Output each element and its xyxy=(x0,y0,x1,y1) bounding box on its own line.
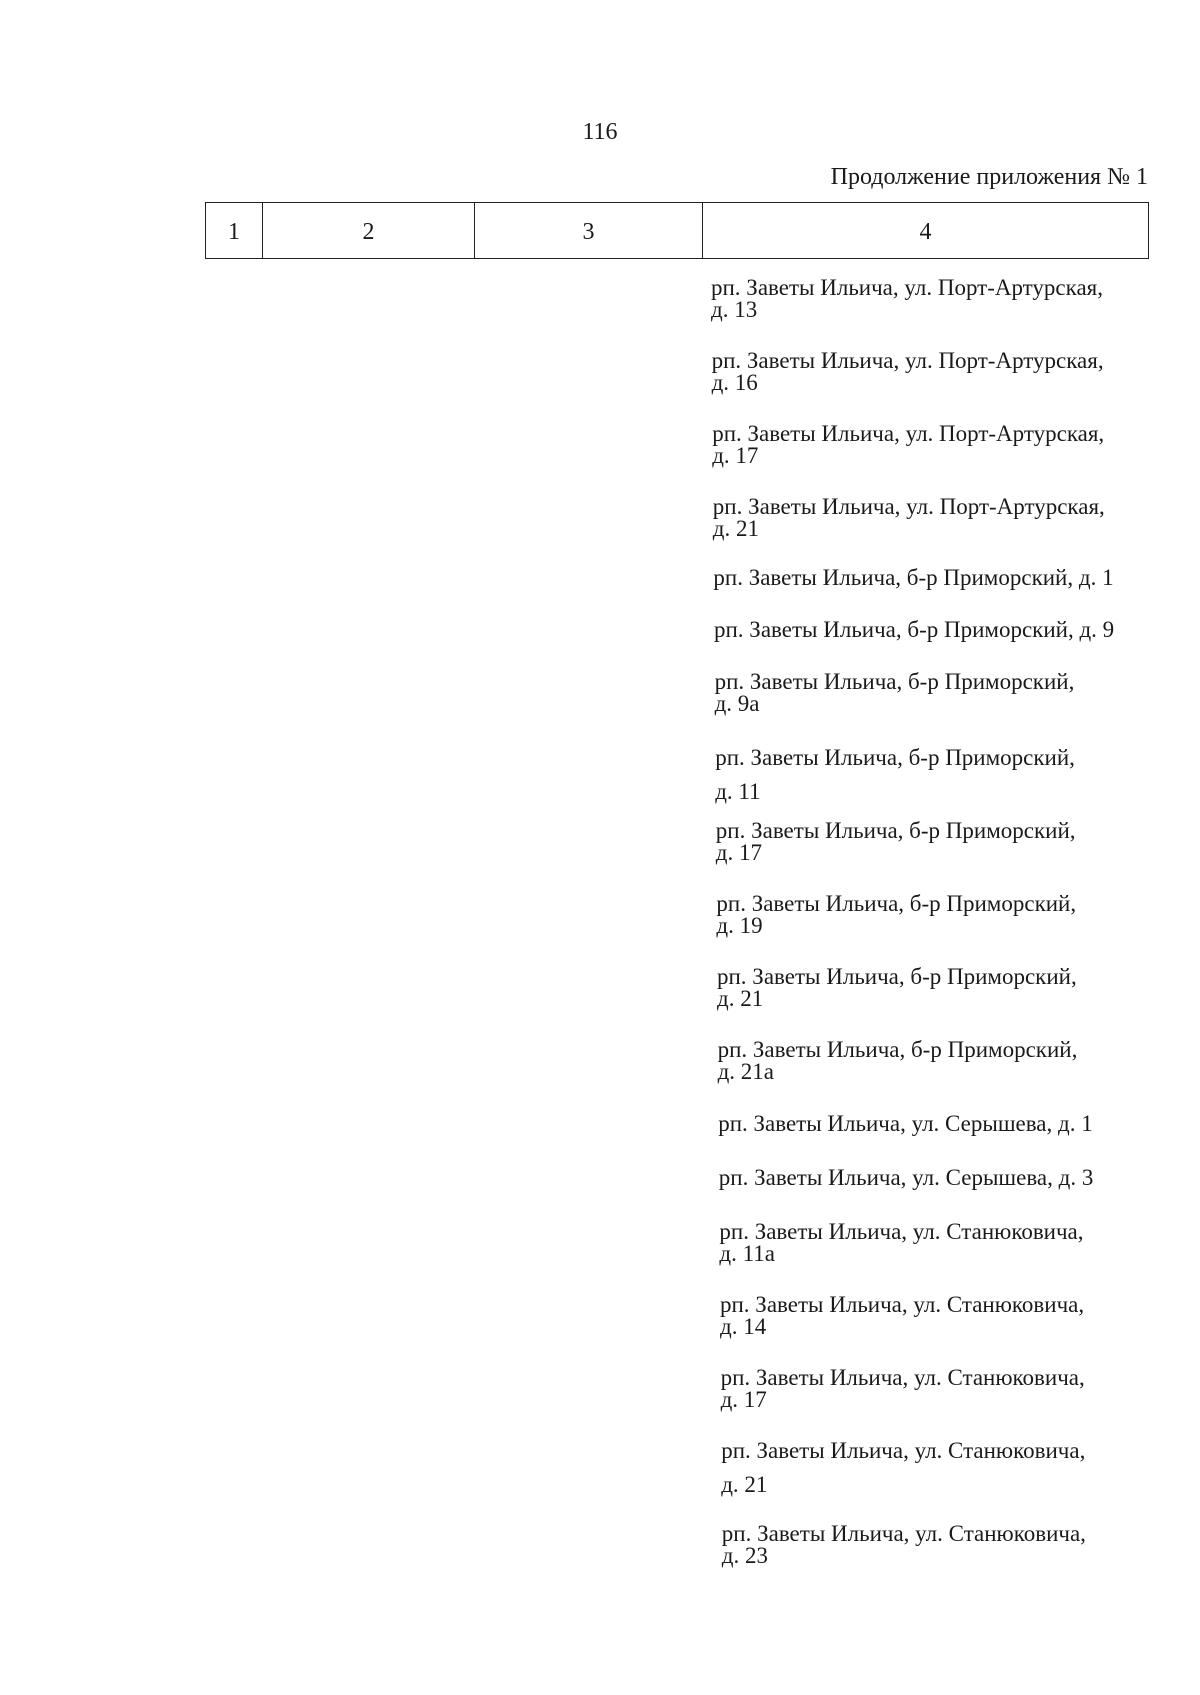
column-header-4: 4 xyxy=(703,203,1149,259)
address-line: рп. Заветы Ильича, б-р Приморский, xyxy=(716,891,1077,916)
house-number: д. 11 xyxy=(715,779,761,804)
address-line: рп. Заветы Ильича, б-р Приморский, xyxy=(717,964,1077,989)
address-line: рп. Заветы Ильича, б-р Приморский, xyxy=(714,669,1075,694)
column-header-2: 2 xyxy=(263,203,475,259)
address-line: рп. Заветы Ильича, б-р Приморский, xyxy=(717,1037,1078,1062)
address-entry xyxy=(722,1523,1086,1567)
address-entry xyxy=(717,966,1077,1010)
address-entry xyxy=(721,1440,1085,1496)
address-entry xyxy=(716,893,1076,937)
address-entry xyxy=(720,1294,1084,1338)
house-number: д. 9а xyxy=(714,691,760,716)
address-entry xyxy=(712,350,1104,394)
address-line: рп. Заветы Ильича, ул. Порт-Артурская, xyxy=(711,348,1104,373)
address-line: рп. Заветы Ильича, ул. Серышева, д. 3 xyxy=(718,1165,1094,1190)
house-number: д. 11а xyxy=(719,1241,775,1266)
column-header-table xyxy=(205,202,1149,259)
house-number: д. 21 xyxy=(721,1472,768,1497)
address-line: рп. Заветы Ильича, б-р Приморский, xyxy=(715,745,1075,770)
address-line: рп. Заветы Ильича, ул. Порт-Артурская, xyxy=(712,494,1105,519)
house-number: д. 23 xyxy=(721,1543,768,1568)
address-entry xyxy=(712,423,1104,467)
address-entry xyxy=(711,277,1103,321)
address-line: рп. Заветы Ильича, б-р Приморский, д. 9 xyxy=(714,617,1115,642)
address-entry xyxy=(718,1039,1078,1083)
address-line: рп. Заветы Ильича, б-р Приморский, xyxy=(715,818,1076,843)
address-line: рп. Заветы Ильича, ул. Порт-Артурская, xyxy=(711,275,1103,300)
address-entry xyxy=(713,496,1105,540)
column-header-1: 1 xyxy=(206,203,263,259)
house-number: д. 21 xyxy=(712,516,759,541)
address-line: рп. Заветы Ильича, ул. Станюковича, xyxy=(720,1365,1085,1390)
address-entry xyxy=(714,619,1114,641)
house-number: д. 17 xyxy=(715,840,762,865)
address-entry xyxy=(713,567,1113,589)
address-line: рп. Заветы Ильича, ул. Станюковича, xyxy=(720,1292,1085,1317)
address-line: рп. Заветы Ильича, ул. Порт-Артурская, xyxy=(712,421,1105,446)
page-number: 116 xyxy=(582,119,618,145)
address-entry xyxy=(715,747,1075,803)
continuation-label: Продолжение приложения № 1 xyxy=(830,164,1148,190)
house-number: д. 14 xyxy=(720,1314,767,1339)
house-number: д. 17 xyxy=(720,1387,767,1412)
address-entry xyxy=(718,1113,1093,1135)
address-line: рп. Заветы Ильича, ул. Станюковича, xyxy=(721,1521,1086,1546)
column-header-3: 3 xyxy=(475,203,703,259)
house-number: д. 19 xyxy=(716,913,763,938)
house-number: д. 17 xyxy=(712,443,759,468)
address-line: рп. Заветы Ильича, ул. Станюковича, xyxy=(719,1219,1084,1244)
house-number: д. 21 xyxy=(717,986,764,1011)
address-entry xyxy=(716,820,1076,864)
house-number: д. 16 xyxy=(711,370,758,395)
house-number: д. 21а xyxy=(717,1059,775,1084)
address-line: рп. Заветы Ильича, б-р Приморский, д. 1 xyxy=(713,565,1114,590)
address-line: рп. Заветы Ильича, ул. Серышева, д. 1 xyxy=(718,1111,1093,1136)
address-entry xyxy=(719,1221,1083,1265)
house-number: д. 13 xyxy=(711,297,758,322)
address-entry xyxy=(715,671,1075,715)
address-entry xyxy=(721,1367,1085,1411)
address-line: рп. Заветы Ильича, ул. Станюковича, xyxy=(721,1438,1086,1463)
column-header-row xyxy=(206,203,1149,259)
address-entry xyxy=(719,1167,1094,1189)
